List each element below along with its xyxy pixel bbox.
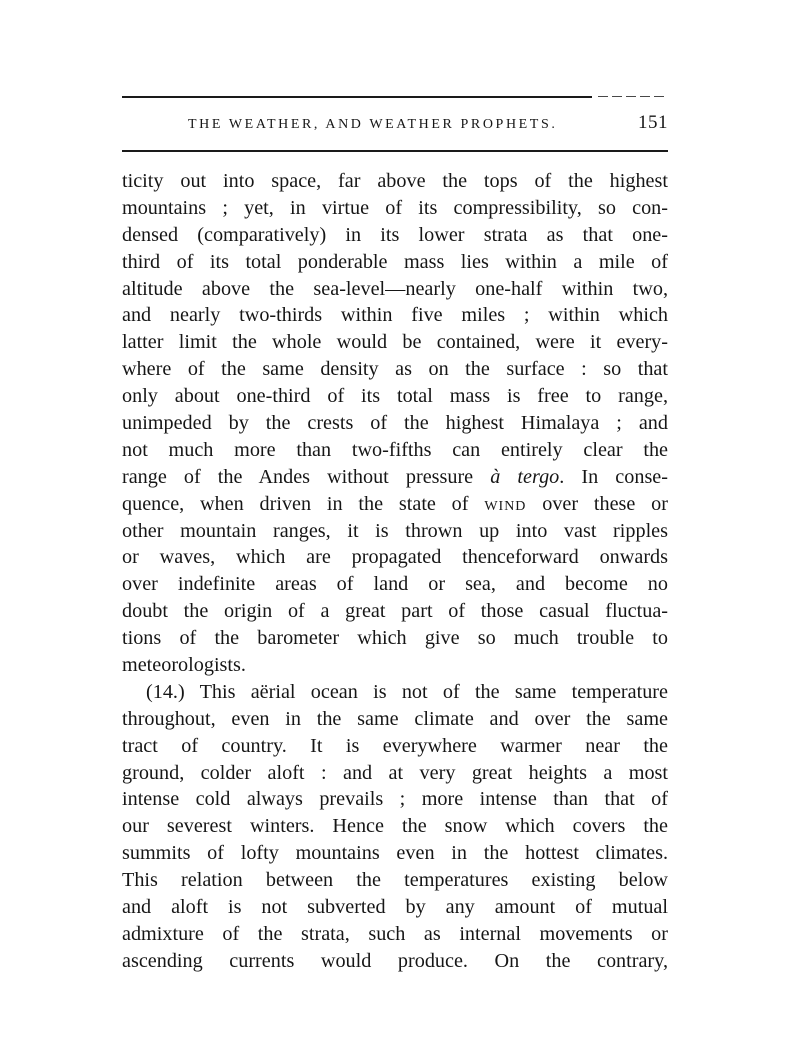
text-line: intense cold always prevails ; more intense than that of xyxy=(122,788,668,811)
text-line: our severest winters. Hence the snow which covers the xyxy=(122,815,668,838)
text-line: throughout, even in the same climate and over the same xyxy=(122,707,668,730)
header-rule-bottom xyxy=(122,150,668,152)
text-line: mountains ; yet, in virtue of its compressibility, so con- xyxy=(122,196,668,219)
text-line: not much more than two-fifths can entirely clear the xyxy=(122,438,668,461)
text-line: admixture of the strata, such as internal movements or xyxy=(122,922,668,945)
text-line: tract of country. It is everywhere warmer near the xyxy=(122,734,668,757)
running-title: THE WEATHER, AND WEATHER PROPHETS. xyxy=(188,117,558,132)
text-line: This relation between the temperatures existing below xyxy=(122,869,668,892)
page-number: 151 xyxy=(638,112,668,133)
text-line: latter limit the whole would be contained, were it every- xyxy=(122,331,668,354)
text-line: quence, when driven in the state of wind over these or xyxy=(122,492,668,515)
text-line: ground, colder aloft : and at very great heights a most xyxy=(122,761,668,784)
text-line: meteorologists. xyxy=(122,654,246,677)
text-line: doubt the origin of a great part of those casual fluctua- xyxy=(122,600,668,623)
text-line: other mountain ranges, it is thrown up into vast ripples xyxy=(122,519,668,542)
text-line: densed (comparatively) in its lower strata as that one- xyxy=(122,223,668,246)
text-line: summits of lofty mountains even in the hottest climates. xyxy=(122,842,668,865)
text-line: altitude above the sea-level—nearly one-half within two, xyxy=(122,277,668,300)
text-line: or waves, which are propagated thenceforward onwards xyxy=(122,546,668,569)
text-line: tions of the barometer which give so much trouble to xyxy=(122,627,668,650)
header-rule-top xyxy=(122,96,592,98)
body-text xyxy=(122,168,668,975)
running-head xyxy=(188,112,668,134)
text-line: only about one-third of its total mass is free to range, xyxy=(122,385,668,408)
text-line: where of the same density as on the surface : so that xyxy=(122,358,668,381)
header-rule-top-tail xyxy=(598,96,668,97)
text-line: (14.) This aërial ocean is not of the same temperature xyxy=(146,680,668,703)
text-line: third of its total ponderable mass lies within a mile of xyxy=(122,250,668,273)
text-line: over indefinite areas of land or sea, and become no xyxy=(122,573,668,596)
text-line: unimpeded by the crests of the highest Himalaya ; and xyxy=(122,412,668,435)
text-line: and aloft is not subverted by any amount of mutual xyxy=(122,896,668,919)
text-line: ticity out into space, far above the tops of the highest xyxy=(122,170,668,192)
text-line: and nearly two-thirds within five miles ; within which xyxy=(122,304,668,327)
text-line: ascending currents would produce. On the contrary, xyxy=(122,949,668,972)
text-line: range of the Andes without pressure à tergo. In conse- xyxy=(122,465,668,488)
